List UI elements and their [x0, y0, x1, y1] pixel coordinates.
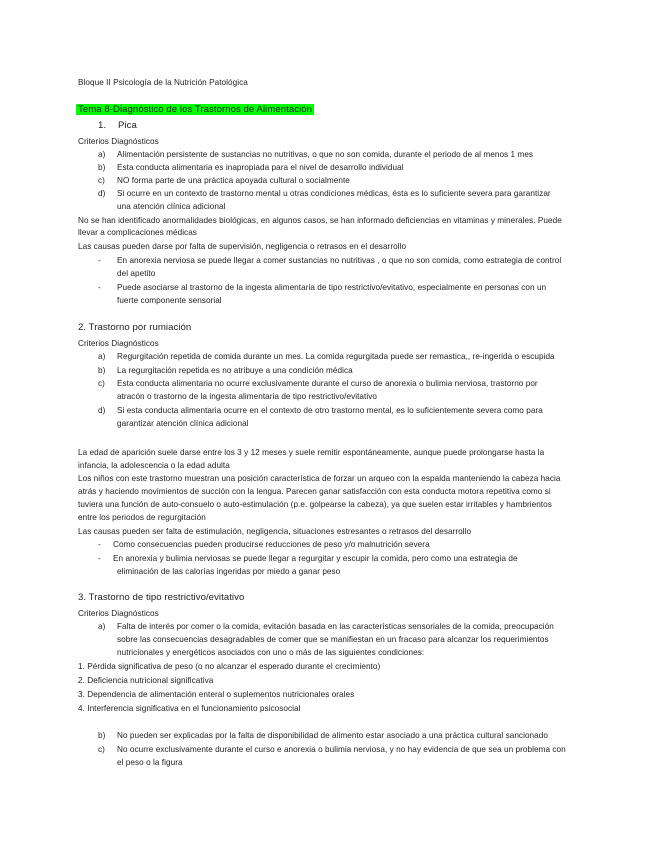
- s3-condition-1: 1. Pérdida significativa de peso (o no alcanzar el esperado durante el crecimiento): [78, 662, 381, 671]
- s2-item-c-line1: Esta conducta alimentaria no ocurre exclusivamente durante el curso de anorexia o bulimia nerviosa, trastorno por: [117, 379, 538, 388]
- s3-item-b-marker: b): [98, 731, 106, 740]
- s2-item-d-marker: d): [98, 406, 106, 415]
- s2-item-d-line2: garantizar atención clínica adicional: [117, 419, 249, 428]
- s1-item-a-marker: a): [98, 150, 106, 159]
- s3-condition-3: 3. Dependencia de alimentación enteral o suplementos nutricionales orales: [78, 690, 355, 699]
- s2-para2-line4: entre los periodos de regurgitación: [78, 513, 206, 522]
- s2-dash1-line1: Como consecuencias pueden producirse reducciones de peso y/o malnutrición severa: [113, 540, 430, 549]
- s3-item-b: No pueden ser explicadas por la falta de disponibilidad de alimento estar asociado a una práctica cultural sancionado: [117, 731, 548, 740]
- s2-para2-line3: tuviera una función de auto-consuelo o auto-estimulación (p.e. golpearse la cabeza), ya que suelen estar irritables y hambrientos: [78, 500, 552, 509]
- s3-item-c-line1: No ocurre exclusivamente durante el curso e anorexia o bulimia nerviosa, y no hay evidencia de que sea un problema con: [117, 745, 566, 754]
- s1-title: Pica: [118, 120, 137, 131]
- s1-para1-line1: No se han identificado anormalidades biológicas, en algunos casos, se han informado deficiencias en vitaminas y minerales. Puede: [78, 216, 562, 225]
- s1-criteria-label: Criterios Diagnósticos: [78, 137, 159, 146]
- s3-criteria-label: Criterios Diagnósticos: [78, 609, 159, 618]
- s3-item-a-marker: a): [98, 622, 106, 631]
- s1-number: 1.: [98, 120, 107, 131]
- document-header: Bloque II Psicología de la Nutrición Patológica: [78, 78, 248, 87]
- s2-item-c-line2: atracón o trastorno de la ingesta alimentaria de tipo restrictivo/evitativo: [117, 392, 377, 401]
- s1-dash2-line2: fuerte componente sensorial: [117, 296, 222, 305]
- s1-dash2-line1: Puede asociarse al trastorno de la ingesta alimentaria de tipo restrictivo/evitativo, especialmente en personas con un: [117, 283, 547, 292]
- s2-dash2-line2: eliminación de las calorías ingeridas por miedo a ganar peso: [117, 567, 341, 576]
- s2-criteria-label: Criterios Diagnósticos: [78, 339, 159, 348]
- s2-item-c-marker: c): [98, 379, 105, 388]
- s2-item-b-marker: b): [98, 366, 106, 375]
- s3-condition-4: 4. Interferencia significativa en el funcionamiento psicosocial: [78, 704, 301, 713]
- s3-condition-2: 2. Deficiencia nutricional significativa: [78, 676, 214, 685]
- s3-title: 3. Trastorno de tipo restrictivo/evitativo: [78, 592, 245, 603]
- s3-item-c-line2: el peso o la figura: [117, 758, 183, 767]
- s2-item-a-marker: a): [98, 352, 106, 361]
- s2-para2-line1: Los niños con este trastorno muestran una posición característica de forzar un arqueo con la espalda manteniendo la cabeza hacia: [78, 474, 561, 483]
- s3-item-a-line3: nutricionales y energéticos asociados con uno o más de las siguientes condiciones:: [117, 648, 425, 657]
- s2-dash2-line1: En anorexia y bulimia nerviosas se puede llegar a regurgitar y escupir la comida, pero como una estrategia de: [113, 554, 518, 563]
- s1-dash2-marker: -: [98, 283, 101, 292]
- s2-para1-line2: infancia, la adolescencia o la edad adulta: [78, 461, 230, 470]
- s3-item-c-marker: c): [98, 745, 105, 754]
- s1-item-a: Alimentación persistente de sustancias no nutritivas, o que no son comida, durante el periodo de al menos 1 mes: [117, 150, 534, 159]
- s1-item-b-marker: b): [98, 163, 106, 172]
- s1-para1-line2: llevar a complicaciones médicas: [78, 228, 197, 237]
- s1-dash1-line2: del apetito: [117, 269, 156, 278]
- s1-item-c-marker: c): [98, 176, 105, 185]
- s1-para2: Las causas pueden darse por falta de supervisión, negligencia o retrasos en el desarrollo: [78, 242, 407, 251]
- s1-item-b: Esta conducta alimentaria es inapropiada para el nivel de desarrollo individual: [117, 163, 404, 172]
- s3-item-a-line2: sobre las consecuencias desagradables de comer que se manifiestan en un fracaso para alcanzar los requerimientos: [117, 635, 549, 644]
- s2-item-d-line1: Si esta conducta alimentaria ocurre en el contexto de otro trastorno mental, es lo suficientemente severa como para: [117, 406, 543, 415]
- tema-highlight: Tema 8-Diagnóstico de los Trastornos de Alimentación: [78, 104, 313, 115]
- s2-para3: Las causas pueden ser falta de estimulación, negligencia, situaciones estresantes o retrasos del desarrollo: [78, 527, 472, 536]
- s1-dash1-line1: En anorexia nerviosa se puede llegar a comer sustancias no nutritivas , o que no son comida, como estrategia de control: [117, 256, 562, 265]
- s1-item-d-line1: Si ocurre en un contexto de trastorno mental u otras condiciones médicas, ésta es lo suficiente severa para garantizar: [117, 189, 551, 198]
- s2-para1-line1: La edad de aparición suele darse entre los 3 y 12 meses y suele remitir espontáneamente, aunque puede prolongarse hasta la: [78, 448, 545, 457]
- s2-item-b: La regurgitación repetida es no atribuye a una condición médica: [117, 366, 353, 375]
- s3-item-a-line1: Falta de interés por comer o la comida, evitación basada en las características sensoriales de la comida, preocupación: [117, 622, 554, 631]
- s2-item-a: Regurgitación repetida de comida durante un mes. La comida regurgitada puede ser remastica,, re-ingerida o escupida: [117, 352, 555, 361]
- s1-dash1-marker: -: [98, 256, 101, 265]
- tema-heading: [76, 104, 314, 116]
- s1-item-d-line2: una atención clínica adicional: [117, 202, 226, 211]
- s2-dash1-marker: -: [98, 540, 101, 549]
- s2-title: 2. Trastorno por rumiación: [78, 322, 192, 333]
- s1-item-c: NO forma parte de una práctica apoyada cultural o socialmente: [117, 176, 350, 185]
- s2-dash2-marker: -: [98, 554, 101, 563]
- s1-item-d-marker: d): [98, 189, 106, 198]
- s2-para2-line2: atrás y haciendo movimientos de succión con la lengua. Parecen ganar satisfacción con esta conducta motora repetitiva como si: [78, 487, 551, 496]
